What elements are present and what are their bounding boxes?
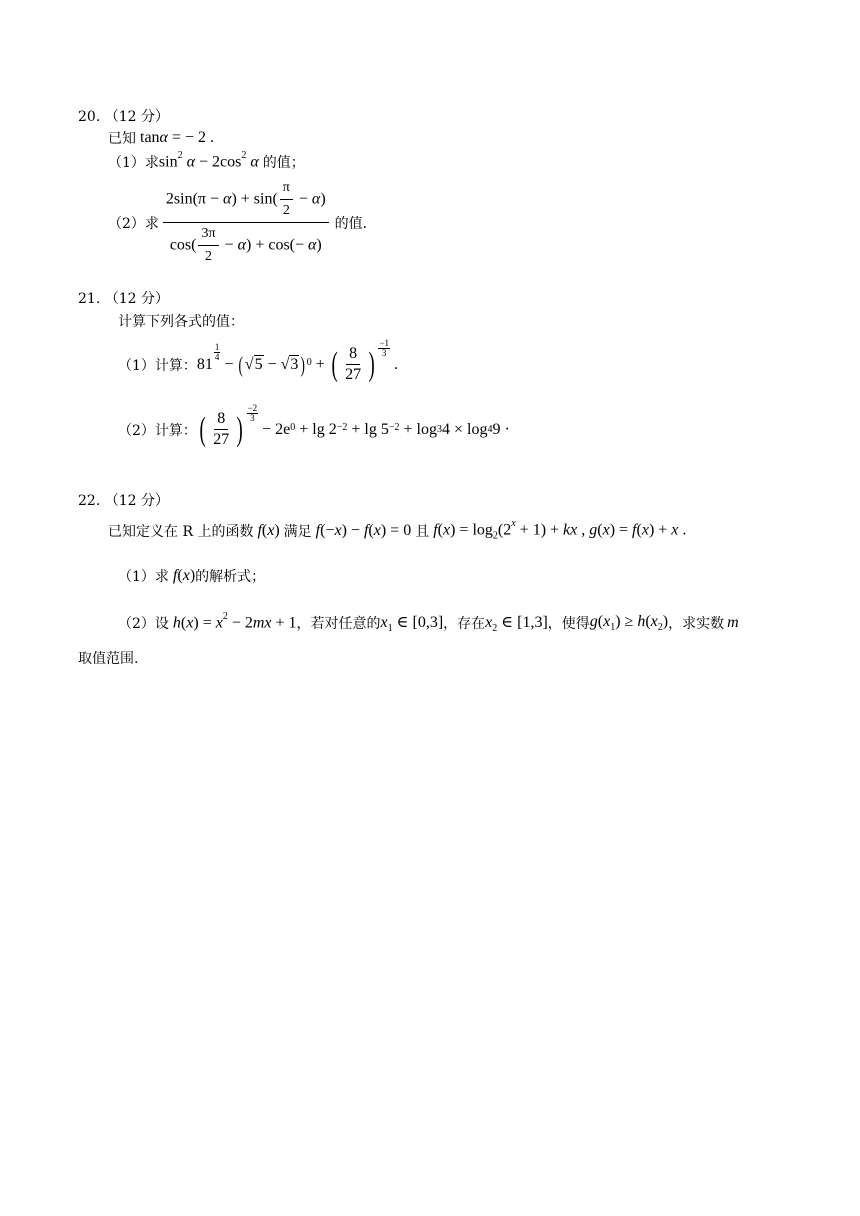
- q20-p1-expr: $\sin^2 \alpha - 2\cos^2$ α: [158, 150, 259, 171]
- q22-p2-h: $h(x) = x^2 - 2mx + 1$: [172, 611, 297, 632]
- q20-p1-label: （1）求: [108, 155, 159, 171]
- q20-given: [108, 128, 214, 148]
- q20-given-expr: tanα = − 2 .: [136, 129, 214, 146]
- q22-stem: [108, 520, 686, 542]
- q22-stem-eq: f(−x) − f(x) = 0: [315, 521, 416, 539]
- q22-part2: [118, 612, 739, 634]
- q21-p1-expr: 81 1 4 − ( √ 5 − √ 3 ) 0 + ( $\frac{8}{27}$ ) −1 3 .: [196, 337, 398, 384]
- q21-part2: [118, 402, 510, 450]
- q20-p2-label: （2）求: [108, 215, 159, 232]
- q22-p2-text2: ，存在: [443, 616, 486, 633]
- q22-p2-end: 取值范围.: [78, 651, 139, 667]
- q20-p1-suffix: 的值；: [262, 155, 305, 171]
- q22-p2-text3: ，使得: [547, 616, 590, 633]
- q22-p2-x1: $x_1$ ∈ [0,3]: [380, 614, 444, 635]
- q22-stem-mid1: 满足: [283, 523, 312, 540]
- q22-stem-def: $f(x) = \log_2(2^x + 1)$ + kx , g(x) = f(x) + x .: [433, 518, 687, 542]
- q22-stem-fx: f(x): [257, 521, 284, 539]
- q20-header: 20. （12 分）: [78, 109, 169, 125]
- q22-stem-mid2: 且: [415, 523, 430, 540]
- q21-p2-label: （2）计算：: [118, 422, 197, 439]
- q20-p2-suffix: 的值.: [334, 215, 368, 232]
- q20-p2-fraction: 2sin(π − α) + sin( $\frac{\pi}{2}$ − α) cos( $\frac{3\pi}{2}$ − α) + cos(− α): [163, 180, 329, 265]
- q21-header: 21. （12 分）: [78, 291, 169, 307]
- q21-p1-label: （1）计算：: [118, 357, 197, 374]
- q22-stem-prefix: 已知定义在 R 上的函数: [108, 523, 254, 540]
- q22-p2-text4: ，求实数: [668, 616, 725, 633]
- q21-p2-expr: ( $\frac{8}{27}$ ) −2 3 − 2e 0 + lg 2 −2 + lg 5 −2 + log 3 4 × log 4 9 ·: [199, 402, 510, 449]
- q21-part1: [118, 337, 398, 385]
- q22-header: 22. （12 分）: [78, 493, 169, 509]
- q22-p2-m: m: [727, 614, 739, 632]
- q22-p2-ineq: $g(x_1) \ge h(x_2)$: [589, 613, 669, 634]
- q22-p1-expr: f(x): [172, 567, 196, 584]
- q22-p1-label: （1）求: [118, 569, 169, 585]
- q20-part2: [108, 180, 367, 265]
- q21-intro: 计算下列各式的值：: [118, 314, 244, 330]
- q20-part1: [108, 152, 305, 172]
- q22-p2-x2: $x_2$ ∈ [1,3]: [485, 614, 548, 635]
- q22-part1: [118, 566, 265, 586]
- q20-given-prefix: 已知: [108, 131, 136, 147]
- q22-p1-suffix: 的解析式；: [195, 569, 266, 585]
- q22-p2-text1: ，若对任意的: [296, 616, 381, 633]
- q22-p2-label: （2）设: [118, 616, 169, 633]
